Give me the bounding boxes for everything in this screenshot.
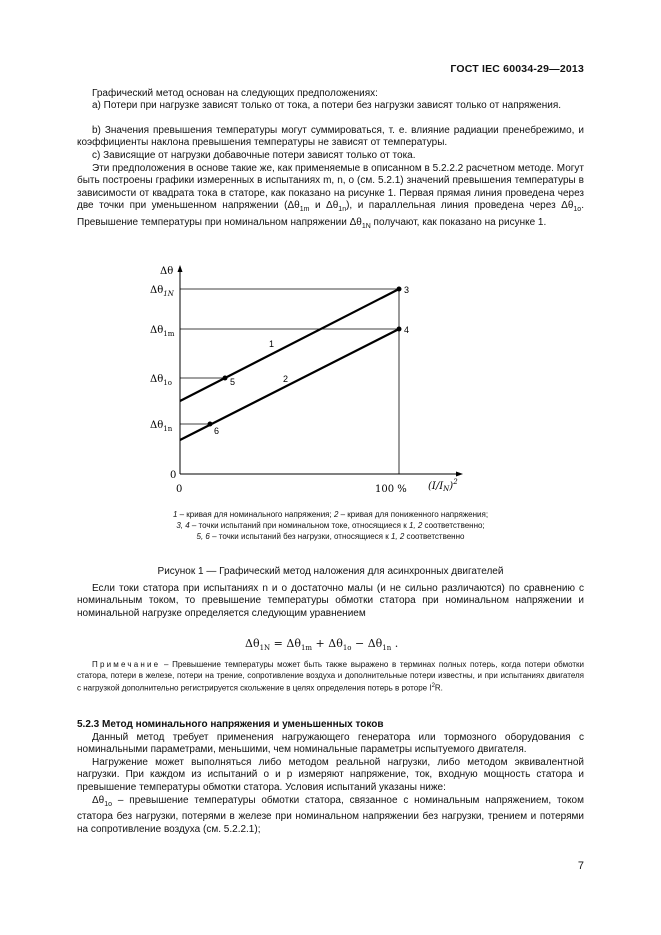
point-3-label: 3 <box>404 285 410 295</box>
y-axis-label: Δθ <box>160 266 174 277</box>
x-tick-100: 100 % <box>375 484 407 495</box>
curve-2-label: 2 <box>283 374 289 384</box>
point-6-label: 6 <box>214 426 220 436</box>
figure-legend-line-1: 1 – кривая для номинального напряжения; 2 – кривая для пониженного напряжения; <box>172 510 489 519</box>
figure-title: Рисунок 1 — Графический метод наложения для асинхронных двигателей <box>157 566 504 577</box>
paragraph-method-description: Эти предположения в основе такие же, как применяемые в описанном в 5.2.2.2 расчетном методе. Могут быть построены графики измеренных в испытаниях m, n, o (см. 5.2.1) значений превышения температуры в зависимости от квадрата тока в статоре, как показано на рисунке 1. Первая прямая линия проведена через две точки при уменьшенном напряжении ($\Delta\theta_{1m}$ и $\Delta\theta_{1n}$), и параллельная линия проведена через $\Delta\theta_{1o}$. Превышение температуры при номинальном напряжении $\Delta\theta_{1N}$ получают, как показано на рисунке 1. <box>77 163 584 230</box>
section-paragraph-3: $\Delta\theta_{1o}$ – превышение температуры обмотки статора, связанное с номинальным напряжением, током статора без нагрузки, потерями в железе при номинальном напряжении без нагрузки, трением и потерями на сопротивление воздуха (см. 5.2.2.1); <box>77 795 584 835</box>
y-tick-dtheta-1n: $\Delta\theta_{1n}$ <box>150 420 173 433</box>
paragraph-after-figure: Если токи статора при испытаниях n и o достаточно малы (и не сильно различаются) по сравнению с номинальным током, то превышение температуры обмотки статора при номинальном напряжении и номинальной нагрузке определяется следующим уравнением <box>77 583 584 619</box>
note: Примечание – Превышение температуры может быть также выражено в терминах полных потерь, когда потери обмотки статора, потери в железе, потери на трение, сопротивление воздуха и дополнительные потери известны, и при испытаниях двигателя с нагрузкой дополнительно регистрируется скольжение в целях определения потерь в роторе $I^2R$. <box>77 660 584 694</box>
figure-legend-line-3: 5, 6 – точки испытаний без нагрузки, относящиеся к 1, 2 соответственно <box>196 532 465 541</box>
paragraph-assumption-c: c) Зависящие от нагрузки добавочные потери зависят только от тока. <box>92 150 416 161</box>
x-tick-zero: 0 <box>176 484 183 495</box>
point-5 <box>223 376 228 381</box>
point-5-label: 5 <box>230 377 236 387</box>
point-4-label: 4 <box>404 325 410 335</box>
page-number: 7 <box>577 860 584 872</box>
point-6 <box>208 422 213 427</box>
section-heading-5-2-3: 5.2.3 Метод номинального напряжения и уменьшенных токов <box>77 719 384 730</box>
paragraph-intro: Графический метод основан на следующих предположениях: <box>92 88 378 99</box>
figure-1-chart <box>0 260 661 500</box>
section-paragraph-2: Нагружение может выполняться либо методом реальной нагрузки, либо методом эквивалентной нагрузки. При каждом из испытаний o и p измеряют напряжение, ток, входную мощность статора и превышение температуры обмотки статора. Условия испытаний указаны ниже: <box>77 757 584 793</box>
section-paragraph-1: Данный метод требует применения нагружающего генератора или тормозного оборудования с номинальными параметрами, меньшими, чем номинальные параметры испытуемого двигателя. <box>77 732 584 756</box>
document-header: ГОСТ IEC 60034-29—2013 <box>450 63 584 75</box>
x-axis-label: $(I/I_N)^2$ <box>428 478 458 493</box>
figure-legend-line-2: 3, 4 – точки испытаний при номинальном токе, относящиеся к 1, 2 соответственно; <box>176 521 485 530</box>
point-3 <box>397 287 402 292</box>
formula-temperature-rise: $\Delta\theta_{1N} = \Delta\theta_{1m} + \Delta\theta_{1o} - \Delta\theta_{1n}$ . <box>245 637 399 653</box>
y-tick-dtheta-1m: $\Delta\theta_{1m}$ <box>150 325 175 338</box>
point-4 <box>397 327 402 332</box>
y-tick-dtheta-1N: $\Delta\theta_{1N}$ <box>150 285 174 298</box>
curve-1-label: 1 <box>269 339 275 349</box>
y-axis-arrow <box>178 265 183 272</box>
note-label: Примечание <box>92 660 161 669</box>
x-axis-arrow <box>456 472 463 477</box>
paragraph-assumption-a: a) Потери при нагрузке зависят только от тока, а потери без нагрузки зависят только от напряжения. <box>92 100 562 111</box>
paragraph-assumption-b: b) Значения превышения температуры могут суммироваться, т. е. влияние радиации пренебрежимо, и коэффициенты наклона превышения температуры не зависят от температуры. <box>77 125 584 149</box>
y-tick-zero: 0 <box>170 470 177 481</box>
y-tick-dtheta-1o: $\Delta\theta_{1o}$ <box>150 374 172 387</box>
